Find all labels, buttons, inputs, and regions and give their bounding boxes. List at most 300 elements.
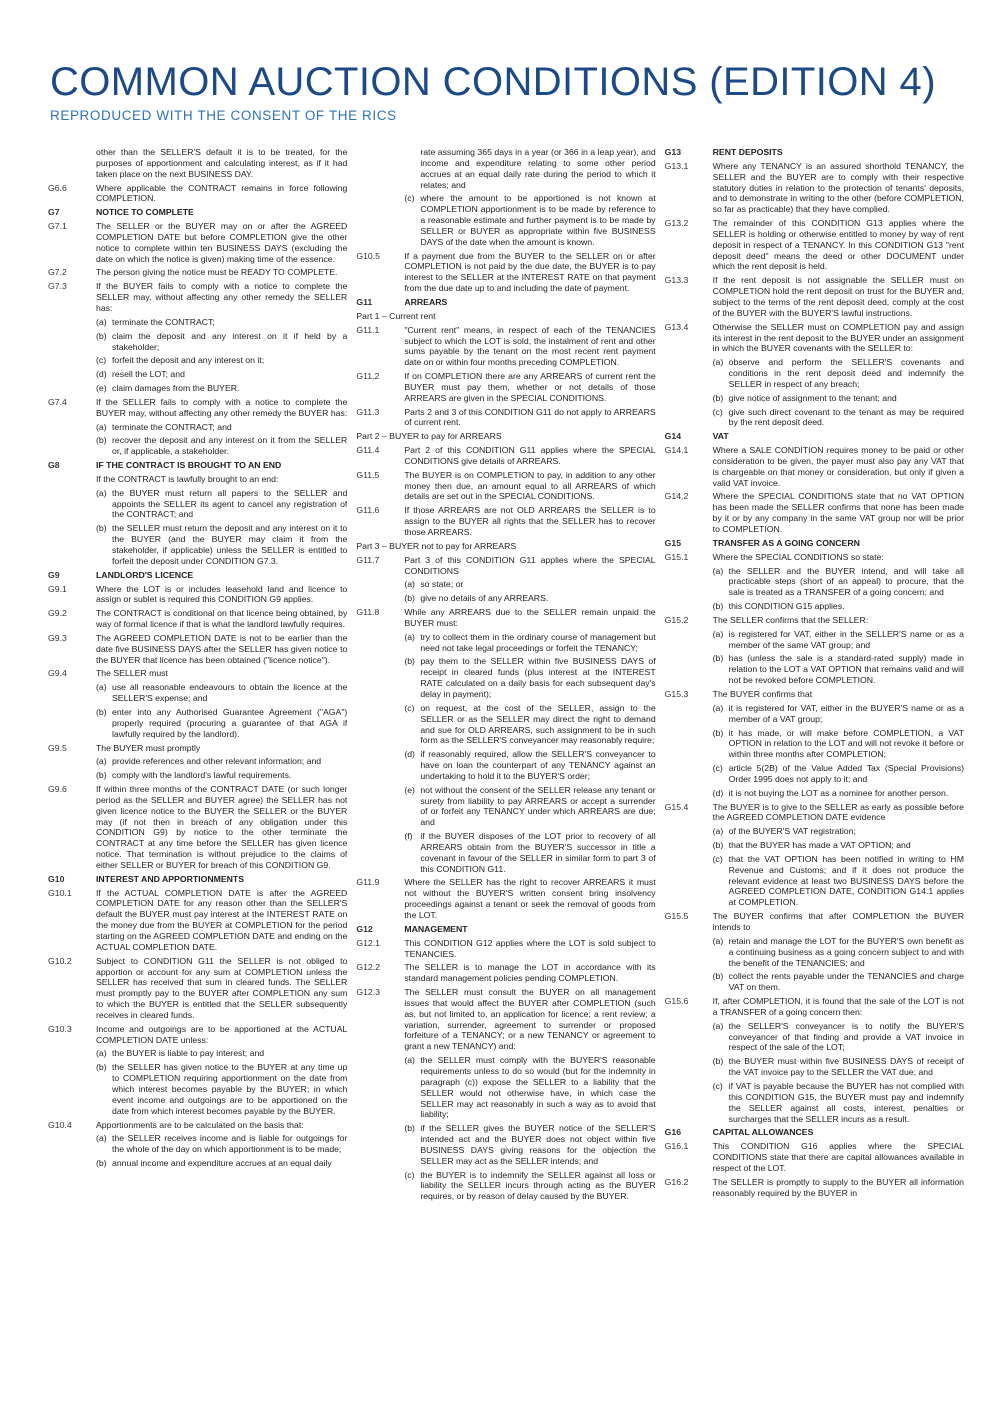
sub-clause-text: give notice of assignment to the tenant; and — [728, 392, 897, 403]
clause-text: If the CONTRACT is lawfully brought to an end: — [96, 473, 279, 484]
clause — [356, 325, 655, 368]
clause — [356, 962, 655, 984]
clause-text: VAT — [712, 431, 729, 442]
clause-number: G9.3 — [48, 632, 67, 643]
sub-clause-marker: (a) — [712, 702, 724, 713]
sub-clause-text: rate assuming 365 days in a year (or 366 in a leap year), and income and expenditure relating to some other period accrues at an equal daily rate during the period to which it relates; and — [420, 147, 656, 190]
clause — [665, 1141, 964, 1174]
sub-clause — [96, 317, 347, 328]
clause-number: G7.3 — [48, 281, 67, 292]
clause — [665, 218, 964, 272]
sub-clause-text: forfeit the deposit and any interest on it; — [112, 355, 265, 366]
sub-clause-marker: (a) — [96, 682, 107, 693]
sub-clause — [96, 422, 347, 433]
clause — [48, 147, 347, 180]
clause-text: This CONDITION G16 applies where the SPECIAL CONDITIONS state that there are capital allowances available in respect of the LOT. — [712, 1141, 964, 1173]
sub-clause-marker: (c) — [96, 355, 107, 366]
sub-clause-text: observe and perform the SELLER'S covenants and conditions in the rent deposit deed and indemnify the SELLER in respect of any breach; — [728, 357, 964, 389]
sub-clause — [404, 193, 655, 247]
condition-heading — [665, 538, 964, 549]
sub-clause-marker: (b) — [96, 770, 107, 781]
sub-clause — [713, 854, 964, 908]
clause — [356, 251, 655, 294]
clause-number: G9.2 — [48, 608, 67, 619]
clause-number: G13.3 — [664, 275, 689, 286]
sub-clause — [713, 728, 964, 761]
clause-number: G15.4 — [664, 801, 689, 812]
sub-clause — [404, 1055, 655, 1120]
clause-text: Part 3 of this CONDITION G11 applies where the SPECIAL CONDITIONS — [404, 554, 656, 576]
clause — [356, 371, 655, 404]
clause — [48, 784, 347, 871]
sub-clause — [713, 566, 964, 599]
sub-clause-marker: (b) — [712, 601, 724, 612]
clause-number: G7 — [48, 207, 60, 218]
sub-clause-marker: (a) — [96, 756, 107, 767]
sub-clause — [404, 1170, 655, 1203]
sub-clause — [96, 1133, 347, 1155]
clause-text: Where applicable the CONTRACT remains in force following COMPLETION. — [96, 182, 348, 204]
sub-clause-marker: (a) — [404, 1055, 415, 1066]
clause-text: If the ACTUAL COMPLETION DATE is after the AGREED COMPLETION DATE for any reason other than the SELLER'S default the BUYER must pay interest at the INTEREST RATE on the money due from the BUYER at COMPLETION for the period starting on the AGREED COMPLETION DATE and ending on the ACTUAL COMPLETION DATE. — [96, 887, 348, 952]
sub-clause-marker: (c) — [712, 853, 723, 864]
clause — [48, 474, 347, 485]
clause-number: G15.2 — [664, 614, 689, 625]
clause-number: G9 — [48, 569, 60, 580]
clause-number: G13.4 — [664, 321, 689, 332]
condition-heading — [665, 431, 964, 442]
clause — [48, 584, 347, 606]
clause-text: Part 2 of this CONDITION G11 applies where the SPECIAL CONDITIONS give details of ARREARS. — [404, 445, 656, 466]
sub-clause-text: if reasonably required, allow the SELLER'S conveyancer to have on loan the counterpart of any TENANCY against an undertaking to hold it to the BUYER'S order; — [420, 749, 656, 781]
clause-number: G10.5 — [356, 250, 380, 261]
sub-clause — [96, 1062, 347, 1116]
clause-number: G9.6 — [48, 784, 67, 795]
sub-clause-text: collect the rents payable under the TENANCIES and charge VAT on them. — [728, 971, 964, 993]
clause-text: Where the SELLER has the right to recover ARREARS it must not without the BUYER'S written consent bring insolvency proceedings against a tenant or seek the removal of goods from the LOT. — [404, 877, 656, 920]
sub-clause — [713, 1056, 964, 1078]
clause-number — [48, 147, 96, 180]
clause — [356, 607, 655, 629]
part-heading: Part 1 – Current rent — [356, 310, 436, 321]
sub-clause — [713, 653, 964, 686]
sub-clause-marker: (a) — [712, 1020, 724, 1031]
clause-number: G7.4 — [48, 396, 67, 407]
sub-clause — [713, 407, 964, 429]
sub-clause — [713, 703, 964, 725]
clause — [48, 888, 347, 953]
sub-clause — [404, 632, 655, 654]
clause — [665, 322, 964, 355]
column-left — [48, 147, 347, 1382]
clause-number: G13.2 — [664, 218, 689, 229]
clause-text: The BUYER confirms that — [712, 688, 813, 699]
sub-clause-marker: (b) — [404, 656, 415, 667]
condition-heading — [665, 147, 964, 158]
sub-clause-text: the SELLER receives income and is liable for outgoings for the whole of the day on which apportionment is to be made; — [112, 1133, 348, 1155]
clause-number: G7.2 — [48, 267, 67, 278]
sub-clause-text: it is not buying the LOT as a nominee for another person. — [728, 787, 949, 798]
clause-text: If the SELLER fails to comply with a notice to complete the BUYER may, without affecting any other remedy the BUYER has: — [96, 396, 348, 418]
clause-number: G7.1 — [48, 221, 67, 232]
clause-number: G12 — [356, 923, 373, 934]
sub-clause-marker: (f) — [404, 831, 413, 842]
sub-clause-marker — [404, 147, 420, 190]
clause — [665, 161, 964, 215]
clause-text: "Current rent" means, in respect of each of the TENANCIES subject to which the LOT is sold, the instalment of rent and other sums payable by the tenant on the most recent rent payment date on or within four months preceding COMPLETION. — [404, 324, 656, 368]
clause-text: Where the SPECIAL CONDITIONS so state: — [712, 551, 884, 562]
sub-clause-text: if the SELLER gives the BUYER notice of the SELLER'S intended act and the BUYER does not object within five BUSINESS DAYS giving reasons for the objection the SELLER may act as the SELLER intends; and — [420, 1123, 656, 1166]
clause — [665, 996, 964, 1018]
clause — [48, 743, 347, 754]
clause — [665, 491, 964, 534]
clause-number: G15.5 — [664, 911, 689, 922]
sub-clause-text: of the BUYER'S VAT registration; — [728, 826, 856, 837]
sub-clause-marker: (a) — [404, 631, 415, 642]
condition-heading — [48, 207, 347, 218]
sub-clause-marker: (b) — [96, 706, 107, 717]
sub-clause-text: is registered for VAT, either in the SELLER'S name or as a member of the same VAT group; and — [728, 628, 964, 650]
sub-clause — [96, 488, 347, 521]
clause-number: G11.8 — [356, 607, 380, 618]
clause-number: G9.5 — [48, 742, 67, 753]
sub-clause-marker: (b) — [712, 392, 724, 403]
clause-number: G10.4 — [48, 1119, 72, 1130]
clause-number: G9.1 — [48, 583, 67, 594]
clause-text: The BUYER is to give to the SELLER as early as possible before the AGREED COMPLETION DATE evidence — [712, 801, 964, 823]
clause-number: G12.1 — [356, 937, 380, 948]
clause — [356, 987, 655, 1052]
sub-clause-marker: (b) — [712, 653, 724, 664]
column-right — [665, 147, 964, 1382]
clause — [665, 275, 964, 318]
clause-text: The SELLER or the BUYER may on or after the AGREED COMPLETION DATE but before COMPLETION give the other notice to complete within ten BUSINESS DAYS (excluding the date on which the notice is given) making time of the essence. — [96, 221, 348, 264]
clause-text: Subject to CONDITION G11 the SELLER is not obliged to apportion or account for any sum at COMPLETION unless the SELLER has received that sum in cleared funds. The SELLER must promptly pay to the BUYER after COMPLETION any sum to which the BUYER is entitled that the SELLER subsequently receives in cleared funds. — [96, 955, 348, 1020]
sub-clause — [713, 788, 964, 799]
clause-text: The CONTRACT is conditional on that licence being obtained, by way of formal licence if that is what the landlord lawfully requires. — [96, 608, 348, 630]
sub-clause-marker: (b) — [404, 1123, 415, 1134]
clause-text: LANDLORD'S LICENCE — [96, 569, 194, 580]
clause-text: The remainder of this CONDITION G13 applies where the SELLER is holding or otherwise entitled to money by way of rent deposit in respect of a TENANCY. In this CONDITION G13 "rent deposit deed" means the deed or other DOCUMENT under which the rent deposit is held. — [712, 218, 964, 272]
sub-clause-text: recover the deposit and any interest on it from the SELLER or, if applicable, a stakeholder. — [112, 435, 348, 457]
sub-clause-text: comply with the landlord's lawful requirements. — [112, 770, 292, 781]
clause-number: G15.3 — [664, 688, 689, 699]
sub-clause — [404, 147, 655, 190]
sub-clause — [713, 393, 964, 404]
clause-text: TRANSFER AS A GOING CONCERN — [712, 537, 860, 548]
clause-number: G11.9 — [356, 877, 380, 888]
clause-text: RENT DEPOSITS — [712, 147, 783, 157]
sub-clause-text: resell the LOT; and — [112, 369, 185, 380]
clause-number: G15.1 — [664, 551, 689, 562]
clause-text: Parts 2 and 3 of this CONDITION G11 do not apply to ARREARS of current rent. — [404, 406, 656, 428]
sub-clause — [713, 763, 964, 785]
sub-clause-text: the SELLER has given notice to the BUYER at any time up to COMPLETION requiring apportionment on the date from which interest becomes payable by the BUYER; in which event income and outgoings are to be apportioned on the date from which interest becomes payable by the BUYER. — [112, 1062, 348, 1116]
clause-text: If those ARREARS are not OLD ARREARS the SELLER is to assign to the BUYER all rights that the SELLER has to recover those ARREARS. — [404, 505, 656, 537]
clause-text: This CONDITION G12 applies where the LOT is sold subject to TENANCIES. — [404, 937, 656, 959]
clause — [48, 1024, 347, 1046]
clause — [356, 555, 655, 577]
clause-text: The SELLER is to manage the LOT in accordance with its standard management policies pending COMPLETION. — [404, 962, 656, 984]
sub-clause-marker: (b) — [404, 593, 415, 604]
clause — [48, 281, 347, 314]
clause-text: NOTICE TO COMPLETE — [96, 207, 194, 218]
clause-number: G12.3 — [356, 987, 380, 998]
clause — [356, 505, 655, 538]
sub-clause-text: the SELLER and the BUYER intend, and will take all practicable steps (short of an appeal) to procure, that the sale is treated as a TRANSFER of a going concern; and — [728, 565, 964, 598]
clause — [356, 938, 655, 960]
clause — [356, 445, 655, 467]
sub-clause — [404, 749, 655, 782]
condition-heading — [665, 1127, 964, 1138]
sub-clause-text: it is registered for VAT, either in the BUYER'S name or as a member of a VAT group; — [728, 702, 964, 724]
sub-clause-marker: (c) — [712, 763, 723, 774]
sub-clause-text: the SELLER must return the deposit and any interest on it to the BUYER (and the BUYER may claim it from the stakeholder, if applicable) unless the SELLER is entitled to forfeit the deposit under CONDITION G7.3. — [112, 523, 348, 566]
sub-clause-text: the SELLER'S conveyancer is to notify the BUYER'S conveyancer of that finding and provide a VAT invoice in respect of the sale of the LOT; — [728, 1020, 964, 1053]
clause-number: G16 — [664, 1127, 682, 1138]
sub-clause — [404, 703, 655, 746]
sub-clause — [404, 831, 655, 874]
sub-clause-marker: (a) — [712, 357, 724, 368]
sub-clause — [713, 936, 964, 969]
sub-clause-marker: (c) — [404, 702, 415, 713]
clause-number: G16.1 — [664, 1141, 689, 1152]
clause-number: G10 — [48, 873, 65, 884]
sub-clause-text: this CONDITION G15 applies. — [728, 601, 845, 612]
sub-clause-marker: (e) — [96, 383, 107, 394]
clause-number: G13.1 — [664, 160, 689, 171]
sub-clause-text: provide references and other relevant information; and — [112, 756, 322, 767]
clause — [356, 407, 655, 429]
sub-clause-text: on request, at the cost of the SELLER, assign to the SELLER or as the SELLER may direct the right to demand and sue for OLD ARREARS, such assignment to be in such form as the SELLER'S conveyancer may reasonably require; — [420, 702, 656, 746]
clause-text: While any ARREARS due to the SELLER remain unpaid the BUYER must: — [404, 607, 656, 628]
clause-text: Where the SPECIAL CONDITIONS state that no VAT OPTION has been made the SELLER confirms that none has been made by it or by any company in the same VAT group nor will be prior to COMPLETION. — [712, 491, 964, 534]
clause — [665, 445, 964, 488]
clause-number: G16.2 — [664, 1176, 689, 1187]
sub-clause-marker: (b) — [96, 523, 107, 534]
sub-clause — [713, 357, 964, 390]
clause-text: other than the SELLER'S default it is to be treated, for the purposes of apportionment and calculating interest, as if it had taken place on the next BUSINESS DAY. — [96, 147, 348, 179]
sub-clause-text: it has made, or will make before COMPLETION, a VAT OPTION in relation to the LOT and will not revoke it before or within three months after COMPLETION; — [728, 727, 964, 760]
clause-number: G6.6 — [48, 182, 67, 193]
sub-clause-text: terminate the CONTRACT; — [112, 316, 215, 327]
clause-text: Otherwise the SELLER must on COMPLETION pay and assign its interest in the rent deposit to the BUYER under an assignment in which the BUYER covenants with the SELLER to: — [712, 321, 964, 354]
sub-clause-text: claim damages from the BUYER. — [112, 383, 240, 394]
sub-clause — [404, 1123, 655, 1166]
clause-number: G10.3 — [48, 1023, 72, 1034]
part-heading: Part 3 – BUYER not to pay for ARREARS — [356, 540, 517, 551]
sub-clause — [713, 826, 964, 837]
sub-clause-marker: (b) — [712, 971, 724, 982]
clause-text: The SELLER must consult the BUYER on all management issues that would affect the BUYER after COMPLETION (such as, but not limited to, an application for licence; a rent review; a variation, surrender, agreement to surrender or proposed forfeiture of a TENANCY; or a new TENANCY or agreement to grant a new TENANCY) and: — [404, 987, 656, 1052]
clause-number: G15 — [664, 537, 682, 548]
clause-text: Income and outgoings are to be apportioned at the ACTUAL COMPLETION DATE unless: — [96, 1023, 348, 1045]
sub-clause-text: if VAT is payable because the BUYER has not complied with this CONDITION G15, the BUYER must pay and indemnify the SELLER against all costs, interest, penalties or surcharges that the SELLER incurs as a result. — [728, 1080, 964, 1124]
clause-number: G9.4 — [48, 668, 67, 679]
page-title: COMMON AUCTION CONDITIONS (EDITION 4) — [50, 60, 936, 104]
sub-clause-marker: (a) — [96, 316, 107, 327]
clause-number: G14.1 — [664, 445, 689, 456]
clause — [48, 956, 347, 1021]
sub-clause-marker: (d) — [96, 369, 107, 380]
sub-clause-text: that the VAT OPTION has been notified in writing to HM Revenue and Customs; and if it does not produce the relevant evidence at least two BUSINESS DAYS before the AGREED COMPLETION DATE, CONDITION G14.1 applies at COMPLETION. — [728, 853, 964, 908]
clause-number: G11.7 — [356, 554, 380, 565]
condition-heading — [356, 297, 655, 308]
clause-number: G11.6 — [356, 505, 380, 516]
clause — [48, 267, 347, 278]
clause — [48, 183, 347, 205]
sub-clause-marker: (a) — [96, 1133, 107, 1144]
clause-number: G12.2 — [356, 962, 380, 973]
sub-clause-marker: (a) — [404, 579, 415, 590]
sub-clause — [96, 435, 347, 457]
clause-text: Where any TENANCY is an assured shorthold TENANCY, the SELLER and the BUYER are to comply with their respective statutory duties in relation to the protection of tenants' deposits, and to demonstrate in writing to the other (before COMPLETION, so far as practicable) that they have complied. — [712, 160, 964, 215]
clause-number: G11.1 — [356, 324, 380, 335]
sub-clause — [713, 971, 964, 993]
page-subtitle: REPRODUCED WITH THE CONSENT OF THE RICS — [50, 108, 397, 123]
clause — [48, 397, 347, 419]
clause-text: CAPITAL ALLOWANCES — [712, 1127, 814, 1138]
clause-text: If a payment due from the BUYER to the SELLER on or after COMPLETION is not paid by the due date, the BUYER is to pay interest to the SELLER at the INTEREST RATE on that payment from the due date up to and including the date of payment. — [404, 250, 656, 294]
clause-number: G11 — [356, 296, 373, 307]
clause-text: The SELLER is promptly to supply to the BUYER all information reasonably required by the BUYER in — [712, 1176, 964, 1198]
sub-clause-marker: (d) — [404, 749, 415, 760]
clause-number: G8 — [48, 460, 60, 471]
sub-clause — [713, 629, 964, 651]
clause — [48, 221, 347, 264]
sub-clause — [404, 593, 655, 604]
clause-number: G11.2 — [356, 371, 380, 382]
clause-text: The AGREED COMPLETION DATE is not to be earlier than the date five BUSINESS DAYS after the SELLER has given notice to the BUYER that licence has been obtained ("licence notice"). — [96, 632, 348, 665]
sub-clause-marker: (c) — [404, 193, 415, 204]
sub-clause-marker: (b) — [712, 840, 724, 851]
sub-clause-text: article 5(2B) of the Value Added Tax (Special Provisions) Order 1995 does not apply to it; and — [728, 763, 964, 784]
clause-number: G15.6 — [664, 996, 689, 1007]
clause-text: If the BUYER fails to comply with a notice to complete the SELLER may, without affecting any other remedy the SELLER has: — [96, 281, 348, 313]
sub-clause — [713, 1021, 964, 1054]
sub-clause-text: where the amount to be apportioned is not known at COMPLETION apportionment is to be made by reference to a reasonable estimate and further payment is to be made by SELLER or BUYER as appropriate within five BUSINESS DAYS of the date when the amount is known. — [420, 193, 656, 247]
sub-clause — [713, 1081, 964, 1124]
sub-clause — [96, 707, 347, 740]
clause-text: The person giving the notice must be READY TO COMPLETE. — [96, 267, 338, 278]
sub-clause — [96, 523, 347, 566]
sub-clause-marker: (b) — [96, 1158, 107, 1169]
sub-clause-text: pay them to the SELLER within five BUSINESS DAYS of receipt in cleared funds (plus interest at the INTEREST RATE calculated on a daily basis for each subsequent day's delay in payment); — [420, 656, 656, 699]
sub-clause-marker: (a) — [96, 421, 107, 432]
clause — [665, 689, 964, 700]
sub-clause — [713, 840, 964, 851]
sub-clause-marker: (b) — [712, 727, 724, 738]
sub-clause-text: that the BUYER has made a VAT OPTION; and — [728, 840, 911, 851]
sub-clause-text: give such direct covenant to the tenant as may be required by the rent deposit deed. — [728, 406, 964, 428]
condition-heading — [48, 460, 347, 471]
sub-clause-marker: (c) — [404, 1169, 415, 1180]
part-heading: Part 2 – BUYER to pay for ARREARS — [356, 431, 502, 442]
sub-clause-text: enter into any Authorised Guarantee Agreement ("AGA") properly required (procuring a guarantee of that AGA if lawfully required by the landlord). — [112, 706, 348, 739]
clause — [48, 633, 347, 666]
clause-text: Apportionments are to be calculated on the basis that: — [96, 1119, 304, 1130]
clause-number: G13 — [664, 147, 682, 157]
clause-text: Where the LOT is or includes leasehold land and licence to assign or sublet is required this CONDITION G9 applies. — [96, 583, 348, 605]
clause-number — [48, 474, 96, 485]
sub-clause-text: not without the consent of the SELLER release any tenant or surety from liability to pay ARREARS or accept a surrender of or forfeit any TENANCY under which ARREARS are due; and — [420, 784, 656, 828]
column-middle — [356, 147, 655, 1382]
sub-clause-marker: (c) — [712, 406, 723, 417]
sub-clause-marker: (a) — [712, 565, 724, 576]
clause-text: If, after COMPLETION, it is found that the sale of the LOT is not a TRANSFER of a going concern then: — [712, 996, 964, 1017]
sub-clause — [404, 579, 655, 590]
sub-clause-marker: (d) — [712, 787, 724, 798]
sub-clause-marker: (b) — [96, 330, 107, 341]
sub-clause-text: give no details of any ARREARS. — [420, 593, 549, 604]
clause — [356, 877, 655, 920]
sub-clause-text: try to collect them in the ordinary course of management but need not take legal proceedings or forfeit the TENANCY; — [420, 631, 656, 653]
clause — [48, 1120, 347, 1131]
clause — [665, 802, 964, 824]
sub-clause — [96, 682, 347, 704]
sub-clause-text: claim the deposit and any interest on it if held by a stakeholder; — [112, 330, 348, 352]
clause-text: The BUYER is on COMPLETION to pay, in addition to any other money then due, an amount equal to all ARREARS of which details are set out in the SPECIAL CONDITIONS. — [404, 469, 656, 502]
sub-clause — [96, 1048, 347, 1059]
sub-clause-text: terminate the CONTRACT; and — [112, 421, 232, 432]
clause-number: G11.3 — [356, 406, 380, 417]
sub-clause — [713, 601, 964, 612]
clause-text: ARREARS — [404, 296, 448, 307]
sub-clause-marker: (a) — [712, 628, 724, 639]
sub-clause-text: if the BUYER disposes of the LOT prior to recovery of all ARREARS obtain from the BUYER'S successor in title a covenant in favour of the SELLER in similar form to part 3 of this CONDITION G11. — [420, 831, 656, 874]
clause-text: The BUYER must promptly — [96, 742, 201, 753]
sub-clause-marker: (b) — [96, 1062, 107, 1073]
sub-clause-text: use all reasonable endeavours to obtain the licence at the SELLER'S expense; and — [112, 682, 348, 704]
conditions-columns — [48, 147, 964, 1382]
sub-clause-text: so state; or — [420, 579, 464, 590]
sub-clause — [96, 1158, 347, 1169]
clause-number: G10.2 — [48, 955, 72, 966]
clause — [665, 911, 964, 933]
clause — [665, 1177, 964, 1199]
sub-clause — [96, 355, 347, 366]
sub-clause — [96, 756, 347, 767]
sub-clause-marker: (b) — [96, 435, 107, 446]
sub-clause-text: has (unless the sale is a standard-rated supply) made in relation to the LOT a VAT OPTION that remains valid and will not be revoked before COMPLETION. — [728, 653, 964, 686]
sub-clause-marker: (a) — [96, 487, 107, 498]
sub-clause — [96, 369, 347, 380]
sub-clause — [404, 785, 655, 828]
sub-clause-marker: (a) — [712, 826, 724, 837]
sub-clause — [96, 331, 347, 353]
clause-text: If on COMPLETION there are any ARREARS of current rent the BUYER must pay them, whether or not details of those ARREARS are given in the SPECIAL CONDITIONS. — [404, 371, 656, 403]
sub-clause-marker: (b) — [712, 1056, 724, 1067]
condition-heading — [48, 874, 347, 885]
sub-clause-marker: (c) — [712, 1080, 723, 1091]
sub-clause-marker: (e) — [404, 784, 415, 795]
clause-text: The SELLER confirms that the SELLER: — [712, 614, 869, 625]
clause — [665, 615, 964, 626]
condition-heading — [356, 924, 655, 935]
clause-number: G11.4 — [356, 445, 380, 456]
condition-heading — [48, 570, 347, 581]
clause-number: G10.1 — [48, 887, 72, 898]
clause — [48, 668, 347, 679]
sub-clause-text: retain and manage the LOT for the BUYER'S own benefit as a continuing business as a going concern subject to and with the benefit of the TENANCIES; and — [728, 935, 964, 968]
sub-clause-text: the BUYER must within five BUSINESS DAYS of receipt of the VAT invoice pay to the SELLER the VAT due; and — [728, 1056, 964, 1078]
sub-clause-marker: (a) — [96, 1048, 107, 1059]
clause-text: IF THE CONTRACT IS BROUGHT TO AN END — [96, 460, 282, 471]
clause-text: If within three months of the CONTRACT DATE (or such longer period as the SELLER and BUYER agree) the SELLER has not given licence notice to the BUYER the SELLER or the BUYER may (if not then in breach of any obligation under this CONDITION G9) by notice to the other terminate the CONTRACT at any time before the SELLER has given licence notice. That termination is without prejudice to the claims of either SELLER or BUYER for breach of this CONDITION G9. — [96, 784, 348, 870]
sub-clause-text: annual income and expenditure accrues at an equal daily — [112, 1158, 332, 1169]
sub-clause-text: the SELLER must comply with the BUYER'S reasonable requirements unless to do so would (but for the indemnity in paragraph (c)) expose the SELLER to a liability that the SELLER would not otherwise have, in which case the SELLER may act reasonably in such a way as to avoid that liability; — [420, 1055, 656, 1120]
clause-text: MANAGEMENT — [404, 923, 468, 934]
